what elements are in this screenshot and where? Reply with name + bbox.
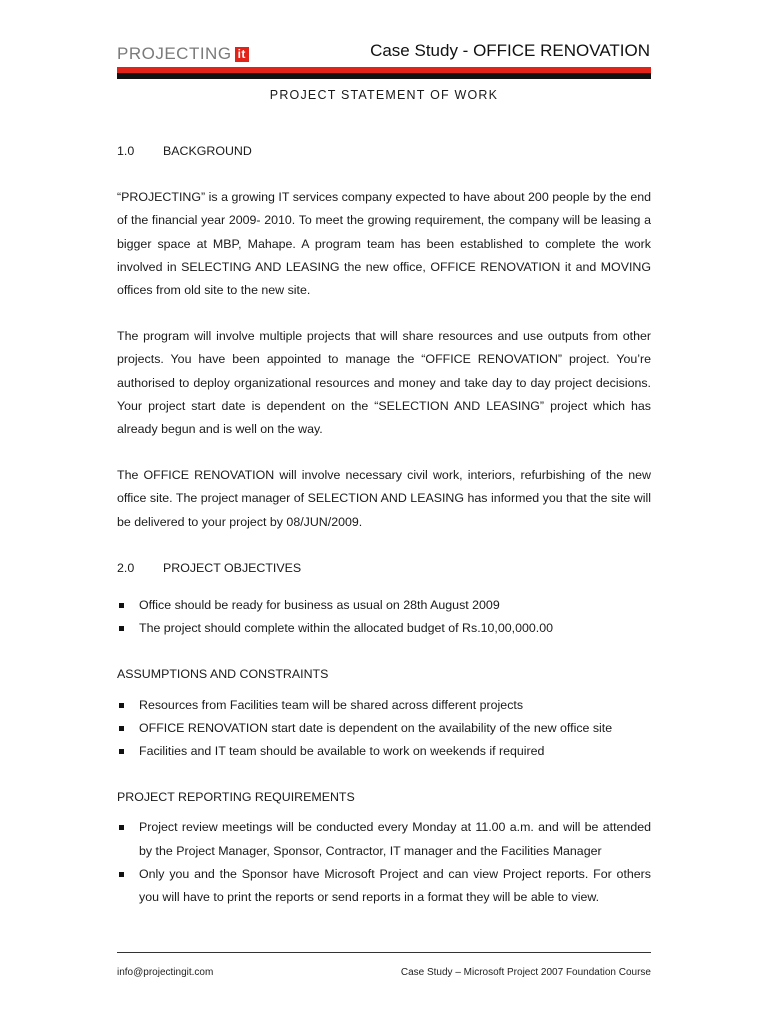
- list-item: [117, 863, 651, 909]
- paragraph: The program will involve multiple projects that will share resources and use outputs from other projects. You have been appointed to manage the “OFFICE RENOVATION” project. You’re authorised to deploy organizational resources and money and take day to day project decisions. Your project start date is dependent on the “SELECTION AND LEASING” project which has already begun and is well on the way.: [117, 329, 651, 437]
- logo-text: PROJECTING: [117, 44, 232, 63]
- reporting-list: [117, 816, 651, 909]
- objectives-list: [117, 594, 651, 640]
- paragraph: The OFFICE RENOVATION will involve necessary civil work, interiors, refurbishing of the new office site. The project manager of SELECTION AND LEASING has informed you that the site will be delivered to your project by 08/JUN/2009.: [117, 468, 651, 529]
- footer-course-title: Case Study – Microsoft Project 2007 Foundation Course: [400, 967, 651, 978]
- bullet-icon: [119, 825, 124, 830]
- list-item: [117, 740, 651, 763]
- bullet-icon: [119, 726, 124, 731]
- list-item-text: Only you and the Sponsor have Microsoft Project and can view Project reports. For others you will have to print the reports or send reports in a format they will be able to view.: [139, 866, 651, 905]
- assumptions-heading: ASSUMPTIONS AND CONSTRAINTS: [117, 667, 329, 682]
- document-title: PROJECT STATEMENT OF WORK: [269, 88, 499, 102]
- reporting-heading: PROJECT REPORTING REQUIREMENTS: [117, 790, 355, 805]
- section-heading-objectives: [117, 557, 651, 580]
- list-item-text: Resources from Facilities team will be shared across different projects: [139, 697, 524, 712]
- list-item-text: The project should complete within the allocated budget of Rs.10,00,000.00: [139, 621, 553, 636]
- bullet-icon: [119, 703, 124, 708]
- section-number: 1.0: [117, 144, 135, 158]
- footer-email: info@projectingit.com: [117, 967, 214, 978]
- list-item: [117, 617, 651, 640]
- list-item: [117, 694, 651, 717]
- bullet-icon: [119, 626, 124, 631]
- list-item-text: Project review meetings will be conducted every Monday at 11.00 a.m. and will be attended by the Project Manager, Sponsor, Contractor, IT manager and the Facilities Manager: [139, 820, 651, 858]
- list-item-text: OFFICE RENOVATION start date is dependent on the availability of the new office site: [139, 720, 613, 735]
- logo-badge: it: [235, 47, 249, 62]
- section-title: PROJECT OBJECTIVES: [163, 560, 302, 575]
- section-title: BACKGROUND: [163, 144, 252, 158]
- paragraph: “PROJECTING” is a growing IT services company expected to have about 200 people by the end of the financial year 2009- 2010. To meet the growing requirement, the company will be leasing a bigger space at MBP, Mahape. A program team has been established to complete the work involved in SELECTING AND LEASING the new office, OFFICE RENOVATION it and MOVING offices from old site to the new site.: [117, 190, 651, 298]
- footer-divider: [117, 952, 651, 953]
- section-number: 2.0: [117, 560, 135, 575]
- bullet-icon: [119, 603, 124, 608]
- bullet-icon: [119, 872, 124, 877]
- list-item: [117, 594, 651, 617]
- document-body: [117, 140, 651, 909]
- bullet-icon: [119, 749, 124, 754]
- list-item: [117, 717, 651, 740]
- projecting-it-logo: [117, 43, 249, 65]
- header-title: Case Study - OFFICE RENOVATION: [370, 41, 650, 60]
- list-item-text: Facilities and IT team should be available to work on weekends if required: [139, 744, 545, 759]
- list-item: [117, 816, 651, 862]
- assumptions-list: [117, 694, 651, 764]
- header-divider-black: [117, 73, 651, 79]
- section-heading-background: [117, 140, 651, 163]
- list-item-text: Office should be ready for business as usual on 28th August 2009: [139, 598, 500, 613]
